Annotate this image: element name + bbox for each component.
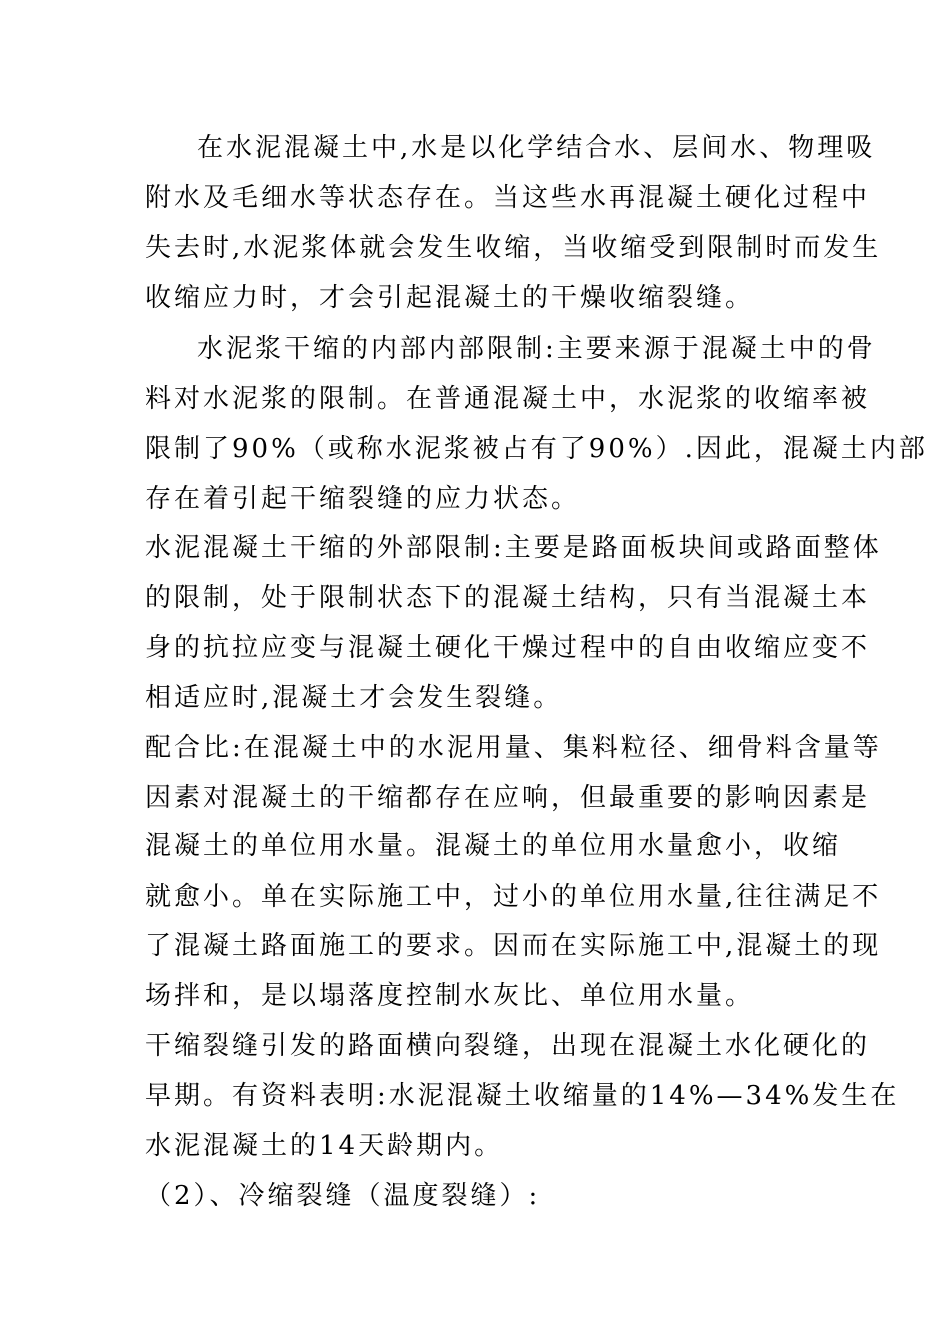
text-line: 附水及毛细水等状态存在。当这些水再混凝土硬化过程中 [145, 183, 871, 213]
text-line: 的限制，处于限制状态下的混凝土结构，只有当混凝土本 [145, 583, 871, 613]
text-line: 水泥混凝土干缩的外部限制:主要是路面板块间或路面整体 [145, 533, 882, 563]
text-line: 失去时,水泥浆体就会发生收缩，当收缩受到限制时而发生 [145, 233, 882, 263]
text-line: 限制了90%（或称水泥浆被占有了90%）.因此，混凝土内部 [145, 434, 928, 464]
text-line: 早期。有资料表明:水泥混凝土收缩量的14%—34%发生在 [145, 1081, 900, 1111]
text-line: 就愈小。单在实际施工中，过小的单位用水量,往往满足不 [145, 882, 882, 912]
text-line: 干缩裂缝引发的路面横向裂缝，出现在混凝土水化硬化的 [145, 1031, 871, 1061]
text-line: 混凝土的单位用水量。混凝土的单位用水量愈小，收缩 [145, 831, 842, 861]
text-line: 配合比:在混凝土中的水泥用量、集料粒径、细骨料含量等 [145, 733, 882, 763]
text-line: 在水泥混凝土中,水是以化学结合水、层间水、物理吸 [197, 133, 876, 163]
text-line: 身的抗拉应变与混凝土硬化干燥过程中的自由收缩应变不 [145, 633, 871, 663]
text-line: 水泥混凝土的14天龄期内。 [145, 1131, 504, 1161]
text-line: 相适应时,混凝土才会发生裂缝。 [145, 683, 563, 713]
text-line: 存在着引起干缩裂缝的应力状态。 [145, 484, 581, 514]
section-heading: （2）、冷缩裂缝（温度裂缝）: [145, 1181, 541, 1211]
text-line: 收缩应力时，才会引起混凝土的干燥收缩裂缝。 [145, 283, 755, 313]
text-line: 水泥浆干缩的内部内部限制:主要来源于混凝土中的骨 [197, 334, 876, 364]
text-line: 场拌和，是以塌落度控制水灰比、单位用水量。 [145, 981, 755, 1011]
text-line: 因素对混凝土的干缩都存在应响，但最重要的影响因素是 [145, 783, 871, 813]
text-line: 料对水泥浆的限制。在普通混凝土中，水泥浆的收缩率被 [145, 384, 871, 414]
text-line: 了混凝土路面施工的要求。因而在实际施工中,混凝土的现 [145, 931, 882, 961]
